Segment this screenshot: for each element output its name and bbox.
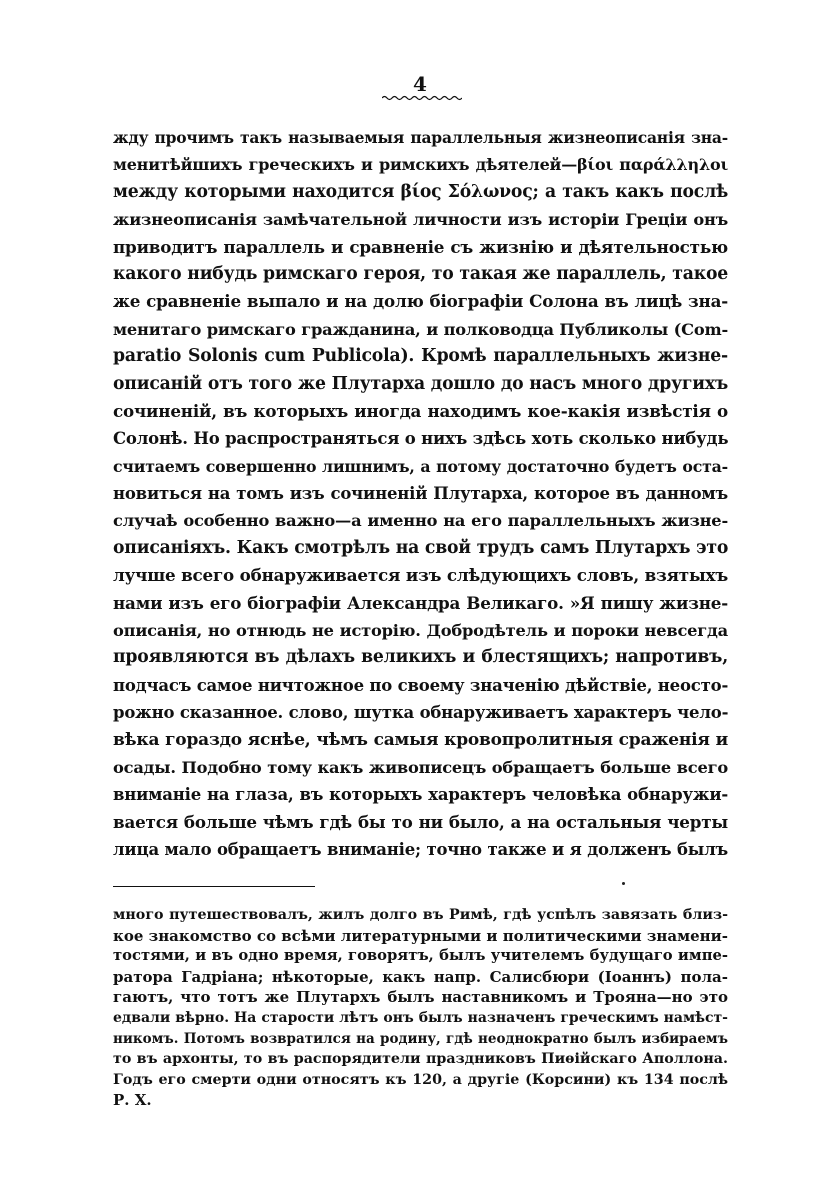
text-line: же сравненіе выпало и на долю біографіи Солона въ лицѣ зна- [113,291,728,312]
text-line: лучше всего обнаруживается изъ слѣдующихъ словъ, взятыхъ [113,565,728,586]
text-line: рожно сказанное. слово, шутка обнаруживаетъ характеръ чело- [113,703,728,723]
footnote-line: едвали вѣрно. На старости лѣтъ онъ былъ назначенъ греческимъ намѣст- [113,1009,728,1026]
footnote-line: кое знакомство со всѣми литературными и политическими знамени- [113,926,728,945]
print-speck [622,882,625,885]
text-line: вниманіе на глаза, въ которыхъ характеръ человѣка обнаружи- [113,785,728,805]
text-line: жду прочимъ такъ называемыя параллельныя жизнеописанія зна- [113,128,728,147]
text-line: какого нибудь римскаго героя, то такая же параллель, такое [113,263,728,284]
main-text [113,124,728,864]
footnote-line: тостями, и въ одно время, говорятъ, былъ учителемъ будущаго импе- [113,947,728,965]
wavy-ornament [382,94,462,102]
text-line: лица мало обращаетъ вниманіе; точно также и я долженъ былъ [113,840,728,860]
text-line: paratio Solonis cum Publicola). Кромѣ параллельныхъ жизне- [113,346,728,367]
text-line: вается больше чѣмъ гдѣ бы то ни было, а на остальныя черты [113,811,728,832]
text-line: подчасъ самое ничтожное по своему значенію дѣйствіе, неосто- [113,675,728,695]
text-line: описаніяхъ. Какъ смотрѣлъ на свой трудъ самъ Плутархъ это [113,537,728,558]
text-line: новиться на томъ изъ сочиненій Плутарха, которое въ данномъ [113,484,728,504]
text-line: описаній отъ того же Плутарха дошло до насъ много другихъ [113,373,728,394]
text-line: проявляются въ дѣлахъ великихъ и блестящихъ; напротивъ, [113,647,728,668]
text-line: жизнеописанія замѣчательной личности изъ исторіи Греціи онъ [113,210,728,230]
text-line: осады. Подобно тому какъ живописецъ обращаетъ больше всего [113,757,728,777]
text-line: приводитъ параллель и сравненіе съ жизнію и дѣятельностью [113,236,728,257]
footnote-line: ратора Гадріана; нѣкоторые, какъ напр. Салисбюри (Іоаннъ) пола- [113,967,728,986]
footnote-line: Годъ его смерти одни относятъ къ 120, а другіе (Корсини) къ 134 послѣ [113,1071,728,1088]
text-line: менитаго римскаго гражданина, и полководца Публиколы (Com- [113,319,728,339]
footnote [113,905,728,1111]
text-line: между которыми находится βίος Σόλωνος; а такъ какъ послѣ [113,181,728,202]
text-line: сочиненій, въ которыхъ иногда находимъ кое-какія извѣстія о [113,400,728,421]
text-line: описанія, но отнюдь не исторію. Добродѣтель и пороки невсегда [113,621,728,641]
text-line: вѣка гораздо яснѣе, чѣмъ самыя кровопролитныя сраженія и [113,729,728,750]
footnote-line: гаютъ, что тотъ же Плутархъ былъ наставникомъ и Трояна—но это [113,988,728,1007]
text-line: менитѣйшихъ греческихъ и римскихъ дѣятелей—βίοι παράλληλοι [113,155,728,175]
text-line: считаемъ совершенно лишнимъ, а потому достаточно будетъ оста- [113,456,728,476]
footnote-line: Р. Х. [113,1091,152,1110]
footnote-divider [113,886,315,887]
text-line: нами изъ его біографіи Александра Великаго. »Я пишу жизне- [113,592,728,613]
text-line: случаѣ особенно важно—а именно на его параллельныхъ жизне- [113,511,728,531]
footnote-line: то въ архонты, то въ распорядители праздниковъ Пиѳійскаго Аполлона. [113,1051,728,1068]
footnote-line: никомъ. Потомъ возвратился на родину, гдѣ неоднократно былъ избираемъ [113,1030,728,1047]
text-line: Солонѣ. Но распространяться о нихъ здѣсь хоть сколько нибудь [113,429,728,449]
footnote-line: много путешествовалъ, жилъ долго въ Римѣ, гдѣ успѣлъ завязать близ- [113,907,728,923]
page-number: 4 [413,72,427,96]
